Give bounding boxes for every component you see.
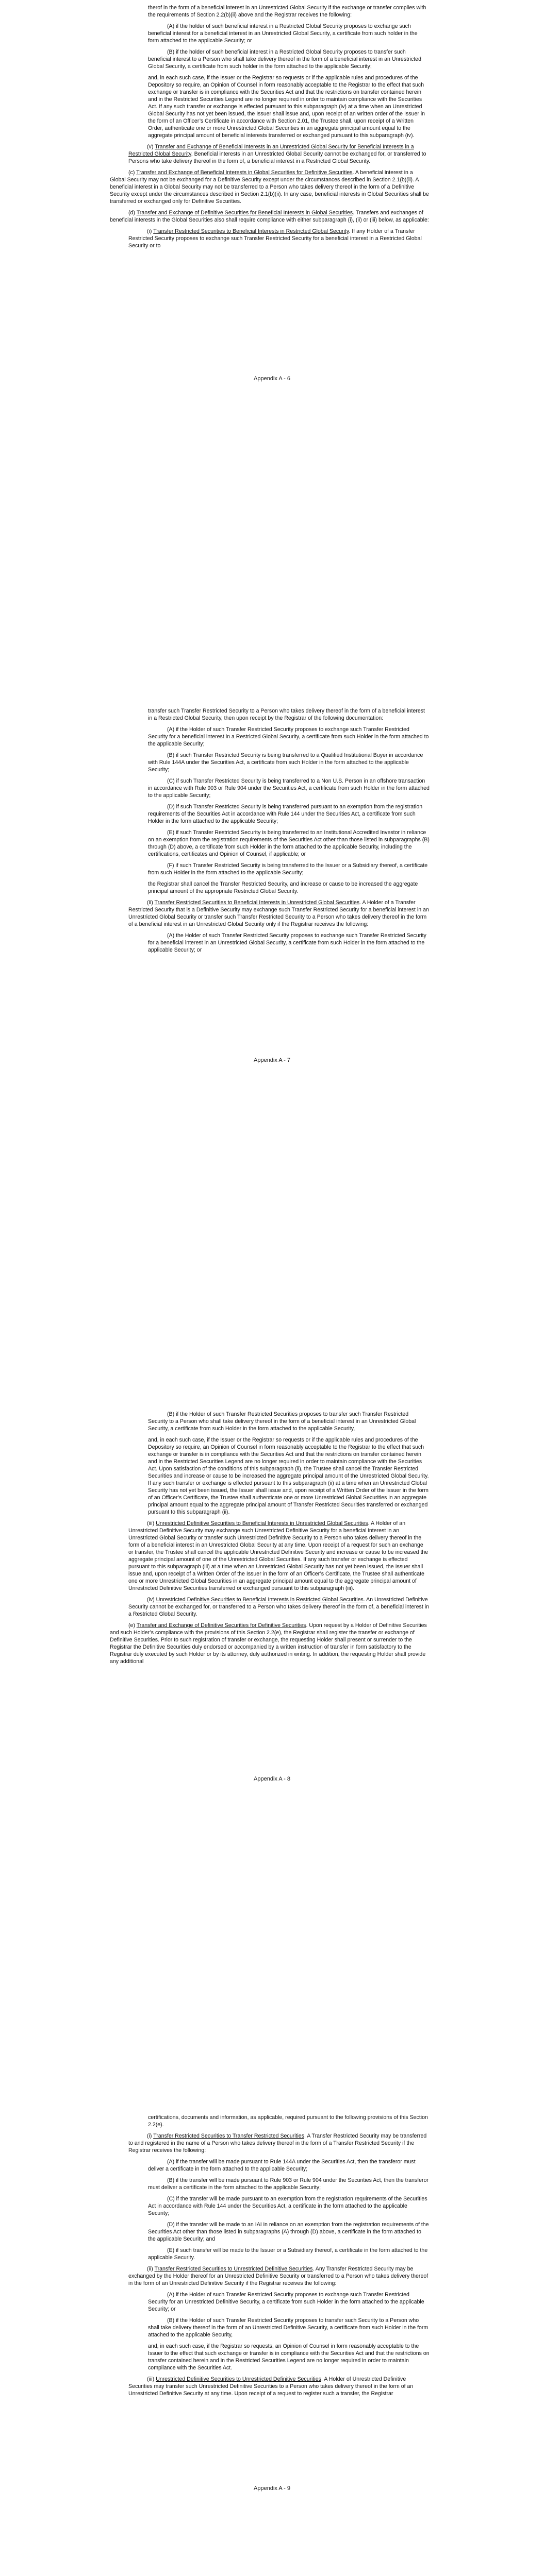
- paragraph-text: (E) if such transfer will be made to the Issuer or a Subsidiary thereof, a certificate in the form attached to the applicable Security.: [148, 2247, 428, 2261]
- paragraph: [148, 2317, 430, 2338]
- paragraph-text: (B) if the transfer will be made pursuant to Rule 903 or Rule 904 under the Securities Act, then the transferor must deliver a certificate in the form attached to the applicable Security;: [148, 2177, 429, 2191]
- paragraph: [148, 880, 430, 895]
- paragraph-text: (E) if such Transfer Restricted Security is being transferred to an Institutional Accredited Investor in reliance on an exemption from the registration requirements of the Securities Act other than those listed in subparagraphs (B) through (D) above, a certificate from such Holder in the form attached to the applicable Security, including the certifications, certificates and Opinion of Counsel, if applicable; or: [148, 829, 430, 857]
- paragraph-text: (B) if the holder of such beneficial interest in a Restricted Global Security proposes to transfer such beneficial interest to a Person who shall take delivery thereof in the form of a beneficial interest in an Unrestricted Global Security, a certificate from such holder in the form attached to the applicable Security;: [148, 49, 421, 70]
- paragraph-text: . If any Holder of a Transfer Restricted Security proposes to exchange such Transfer Restricted Security for a beneficial interest in a Restricted Global Security or to: [128, 228, 422, 249]
- paragraph-text: . A beneficial interest in a Global Security may not be exchanged for a Definitive Security except under the circumstances described in Section 2.1(b)(ii). A beneficial interest in a Global Security may not be transferred to a Person who takes delivery thereof in the form of a Definitive Security except under the circumstances described in Section 2.1(b)(ii). In any case, beneficial interests in Global Securities shall be transferred or exchanged only for Definitive Securities.: [110, 170, 429, 205]
- page-footer: Appendix A - 6: [254, 376, 290, 382]
- page-appendix-a-8: [0, 1406, 544, 2110]
- paragraph: [148, 48, 430, 70]
- section-number: (c): [128, 170, 135, 176]
- section-number: (iii): [147, 2376, 155, 2382]
- paragraph-text: . A Transfer Restricted Security may be transferred to and registered in the name of a Person who takes delivery thereof in the form of a Transfer Restricted Security if the Registrar receives the following:: [128, 2133, 427, 2154]
- page-body: [110, 1411, 430, 1669]
- page-body: [110, 707, 430, 958]
- section-number: (iii): [147, 1520, 155, 1527]
- paragraph-text: therof in the form of a beneficial interest in an Unrestricted Global Security if the exchange or transfer complies with the requirements of Section 2.2(b)(ii) above and the Registrar receives the following:: [148, 5, 426, 18]
- paragraph: [110, 169, 430, 205]
- paragraph-text: and, in each such case, if the Registrar so requests, an Opinion of Counsel in form reasonably acceptable to the Issuer to the effect that such exchange or transfer is in compliance with the Securities Act and that the restrictions on transfer contained herein and in the Restricted Securities Legend are no longer required in order to maintain compliance with the Securities Act.: [148, 2343, 430, 2371]
- paragraph-text: (B) if such Transfer Restricted Security is being transferred to a Qualified Institutional Buyer in accordance with Rule 144A under the Securities Act, a certificate from such Holder in the form attached to the applicable Security;: [148, 752, 423, 773]
- paragraph: [128, 1520, 430, 1592]
- section-heading: Transfer Restricted Securities to Beneficial Interests in Unrestricted Global Securities: [154, 900, 360, 906]
- paragraph: [128, 1596, 430, 1618]
- paragraph-text: (A) if the Holder of such Transfer Restricted Security proposes to exchange such Transfer Restricted Security for an Unrestricted Definitive Security, a certificate from such Holder in the form attached to the applicable Security; or: [148, 2292, 424, 2312]
- page-appendix-a-6: [0, 0, 544, 703]
- paragraph-text: (B) if the Holder of such Transfer Restricted Securities proposes to transfer such Transfer Restricted Security to a Person who shall take delivery thereof in the form of a beneficial interest in an Unrestricted Global Security, a certificate from such Holder in the form attached to the applicable Security,: [148, 1411, 416, 1432]
- section-number: (iv): [147, 1597, 155, 1603]
- paragraph-text: certifications, documents and information, as applicable, required pursuant to the following provisions of this Section 2.2(e).: [148, 2114, 428, 2128]
- paragraph: [148, 2114, 430, 2128]
- paragraph: [128, 899, 430, 928]
- paragraph: [148, 2195, 430, 2217]
- page-footer: Appendix A - 9: [254, 2485, 290, 2492]
- page-appendix-a-9: [0, 2110, 544, 2576]
- paragraph: [128, 2132, 430, 2154]
- section-heading: Transfer and Exchange of Definitive Securities for Definitive Securities: [136, 1622, 306, 1629]
- paragraph: [148, 2343, 430, 2371]
- page-body: [110, 2114, 430, 2401]
- paragraph-text: . A Holder of Unrestricted Definitive Securities may transfer such Unrestricted Definitive Securities to a Person who takes delivery thereof in the form of an Unrestricted Definitive Security at any time. Upon receipt of a request to register such a transfer, the Registrar: [128, 2376, 414, 2397]
- section-heading: Unrestricted Definitive Securities to Beneficial Interests in Unrestricted Global Securities: [156, 1520, 368, 1527]
- paragraph: [110, 209, 430, 224]
- paragraph: [148, 777, 430, 799]
- section-heading: Transfer and Exchange of Beneficial Interests in Global Securities for Definitive Securities: [136, 170, 353, 176]
- section-heading: Transfer and Exchange of Definitive Securities for Beneficial Interests in Global Securities: [136, 210, 353, 216]
- paragraph: [148, 829, 430, 858]
- paragraph-text: . An Unrestricted Definitive Security cannot be exchanged for, or transferred to a Person who takes delivery thereof in the form of, a beneficial interest in a Restricted Global Security.: [128, 1597, 429, 1617]
- paragraph-text: (A) if the holder of such beneficial interest in a Restricted Global Security proposes to exchange such beneficial interest for a beneficial interest in an Unrestricted Global Security, a certificate from such holder in the form attached to the applicable Security; or: [148, 23, 418, 44]
- paragraph-text: . A Holder of a Transfer Restricted Security that is a Definitive Security may exchange such Transfer Restricted Security for a beneficial interest in an Unrestricted Global Security or transfer such Transfer Restricted Security to a Person who takes delivery thereof in the form of a beneficial interest in an Unrestricted Global Security only if the Registrar receives the following:: [128, 900, 429, 927]
- paragraph-text: (B) if the Holder of such Transfer Restricted Security proposes to transfer such Security to a Person who shall take delivery thereof in the form of an Unrestricted Definitive Security, a certificate from such Holder in the form attached to the applicable Security,: [148, 2317, 428, 2338]
- paragraph-text: (A) if the transfer will be made pursuant to Rule 144A under the Securities Act, then the transferor must deliver a certificate in the form attached to the applicable Security;: [148, 2159, 416, 2172]
- paragraph-text: (C) if the transfer will be made pursuant to an exemption from the registration requirements of the Securities Act in accordance with Rule 144 under the Securities Act, a certificate in the form attached to the applicable Security;: [148, 2196, 427, 2216]
- section-number: (i): [147, 2133, 152, 2139]
- section-number: (i): [147, 228, 152, 234]
- section-heading: Transfer and Exchange of Beneficial Interests in an Unrestricted Global Security for Beneficial Interests in a Restricted Global Security: [128, 144, 414, 157]
- paragraph-text: . Any Transfer Restricted Security may be exchanged by the Holder thereof for an Unrestricted Definitive Security or transferred to a Person who takes delivery thereof in the form of an Unrestricted Definitive Security if the Registrar receives the following:: [128, 2266, 428, 2286]
- paragraph: [148, 4, 430, 19]
- page-footer: Appendix A - 7: [254, 1057, 290, 1063]
- paragraph-text: . Upon request by a Holder of Definitive Securities and such Holder’s compliance with the provisions of this Section 2.2(e), the Registrar shall register the transfer or exchange of Definitive Securities. Prior to such registration of transfer or exchange, the requesting Holder shall present or surrender to the Registrar the Definitive Securities duly endorsed or accompanied by a written instruction of transfer in form satisfactory to the Registrar duly executed by such Holder or by its attorney, duly authorized in writing. In addition, the requesting Holder shall provide any additional: [110, 1622, 427, 1665]
- paragraph: [110, 1622, 430, 1665]
- paragraph: [148, 862, 430, 876]
- paragraph: [148, 74, 430, 139]
- paragraph-text: (A) if the Holder of such Transfer Restricted Security proposes to exchange such Transfer Restricted Security for a beneficial interest in a Restricted Global Security, a certificate from such Holder in the form attached to the applicable Security;: [148, 726, 429, 747]
- paragraph-text: . Beneficial interests in an Unrestricted Global Security cannot be exchanged for, or transferred to Persons who take delivery thereof in the form of, a beneficial interest in a Restricted Global Security.: [128, 151, 426, 164]
- paragraph-text: transfer such Transfer Restricted Security to a Person who takes delivery thereof in the form of a beneficial interest in a Restricted Global Security, then upon receipt by the Registrar of the following documentation:: [148, 708, 425, 721]
- paragraph-text: the Registrar shall cancel the Transfer Restricted Security, and increase or cause to be increased the aggregate principal amount of the appropriate Restricted Global Security.: [148, 881, 418, 894]
- paragraph-text: . A Holder of an Unrestricted Definitive Security may exchange such Unrestricted Definitive Security for a beneficial interest in an Unrestricted Global Security or transfer such Unrestricted Definitive Security to a Person who takes delivery thereof in the form of a beneficial interest in an Unrestricted Global Security at any time. Upon receipt of a request for such an exchange or transfer, the Trustee shall cancel the applicable Unrestricted Definitive Security and increase or cause to be increased the aggregate principal amount of one of the Unrestricted Global Securities. If any such transfer or exchange is effected pursuant to this subparagraph (iii) at a time when an Unrestricted Global Security has not yet been issued, the Issuer shall issue and, upon receipt of a Written Order of the Issuer in the form of an Officer’s Certificate, the Trustee shall authenticate one or more Unrestricted Global Securities in an aggregate principal amount equal to the aggregate principal amount of Unrestricted Definitive Securities transferred or exchanged pursuant to this subparagraph (iii).: [128, 1520, 428, 1591]
- paragraph: [148, 803, 430, 825]
- paragraph: [128, 228, 430, 249]
- paragraph: [148, 2177, 430, 2191]
- paragraph: [148, 1411, 430, 1432]
- section-number: (ii): [147, 2266, 153, 2272]
- paragraph: [128, 143, 430, 165]
- paragraph: [128, 2265, 430, 2287]
- section-number: (v): [147, 144, 154, 150]
- page-footer: Appendix A - 8: [254, 1776, 290, 1782]
- page-appendix-a-7: [0, 703, 544, 1406]
- section-heading: Unrestricted Definitive Securities to Unrestricted Definitive Securities: [156, 2376, 321, 2382]
- paragraph: [148, 23, 430, 44]
- paragraph-text: (F) if such Transfer Restricted Security is being transferred to the Issuer or a Subsidiary thereof, a certificate from such Holder in the form attached to the applicable Security;: [148, 862, 428, 876]
- paragraph: [148, 726, 430, 748]
- paragraph-text: . Transfers and exchanges of beneficial interests in the Global Securities also shall require compliance with either subparagraph (i), (ii) or (iii) below, as applicable:: [110, 210, 429, 223]
- page-body: [110, 4, 430, 253]
- paragraph: [148, 2158, 430, 2173]
- paragraph: [148, 1436, 430, 1516]
- section-number: (ii): [147, 900, 153, 906]
- paragraph: [148, 752, 430, 773]
- paragraph: [148, 2247, 430, 2261]
- section-heading: Transfer Restricted Securities to Beneficial Interests in Restricted Global Security: [153, 228, 349, 234]
- paragraph: [148, 2221, 430, 2243]
- section-number: (d): [128, 210, 135, 216]
- paragraph-text: and, in each such case, if the Issuer or the Registrar so requests or if the applicable rules and procedures of the Depository so require, an Opinion of Counsel in form reasonably acceptable to the Registrar to the effect that such exchange or transfer is in compliance with the Securities Act and that the restrictions on transfer contained herein and in the Restricted Securities Legend are no longer required in order to maintain compliance with the Securities Act. Upon satisfaction of the conditions of this subparagraph (ii), the Trustee shall cancel the Transfer Restricted Securities and increase or cause to be increased the aggregate principal amount of the Unrestricted Global Security. If any such transfer or exchange is effected pursuant to this subparagraph (ii) at a time when an Unrestricted Global Security has not yet been issued, the Issuer shall issue and, upon receipt of a Written Order of the Issuer in the form of an Officer’s Certificate, the Trustee shall authenticate one or more Unrestricted Global Securities in an aggregate principal amount equal to the aggregate principal amount of Transfer Restricted Securities transferred or exchanged pursuant to this subparagraph (ii).: [148, 1437, 429, 1515]
- paragraph-text: (D) if the transfer will be made to an IAI in reliance on an exemption from the registration requirements of the Securities Act other than those listed in subparagraphs (A) through (D) above, a certificate in the form attached to the applicable Security; and: [148, 2222, 429, 2242]
- section-number: (e): [128, 1622, 135, 1629]
- paragraph-text: (C) if such Transfer Restricted Security is being transferred to a Non U.S. Person in an offshore transaction in accordance with Rule 903 or Rule 904 under the Securities Act, a certificate from such Holder in the form attached to the applicable Security;: [148, 778, 430, 799]
- section-heading: Transfer Restricted Securities to Unrestricted Definitive Securities: [154, 2266, 313, 2272]
- paragraph: [148, 2291, 430, 2313]
- paragraph: [148, 707, 430, 722]
- paragraph: [148, 932, 430, 954]
- paragraph: [128, 2376, 430, 2397]
- paragraph-text: (D) if such Transfer Restricted Security is being transferred pursuant to an exemption from the registration requirements of the Securities Act in accordance with Rule 144 under the Securities Act, a certificate from such Holder in the form attached to the applicable Security;: [148, 804, 423, 824]
- section-heading: Unrestricted Definitive Securities to Beneficial Interests in Restricted Global Securities: [156, 1597, 364, 1603]
- paragraph-text: (A) the Holder of such Transfer Restricted Security proposes to exchange such Transfer Restricted Security for a beneficial interest in an Unrestricted Global Security, a certificate from such Holder in the form attached to the applicable Security; or: [148, 933, 426, 953]
- paragraph-text: and, in each such case, if the Issuer or the Registrar so requests or if the applicable rules and procedures of the Depository so require, an Opinion of Counsel in form reasonably acceptable to the Registrar to the effect that such exchange or transfer is in compliance with the Securities Act and that the restrictions on transfer contained herein and in the Restricted Securities Legend are no longer required in order to maintain compliance with the Securities Act. If any such transfer or exchange is effected pursuant to this subparagraph (iv) at a time when an Unrestricted Global Security has not yet been issued, the Issuer shall issue and, upon receipt of an written order of the Issuer in the form of an Officer’s Certificate in accordance with Section 2.01, the Trustee shall, upon receipt of a Written Order, authenticate one or more Unrestricted Global Securities in an aggregate principal amount equal to the aggregate principal amount of beneficial interests transferred or exchanged pursuant to this subparagraph (iv).: [148, 75, 425, 139]
- section-heading: Transfer Restricted Securities to Transfer Restricted Securities: [153, 2133, 304, 2139]
